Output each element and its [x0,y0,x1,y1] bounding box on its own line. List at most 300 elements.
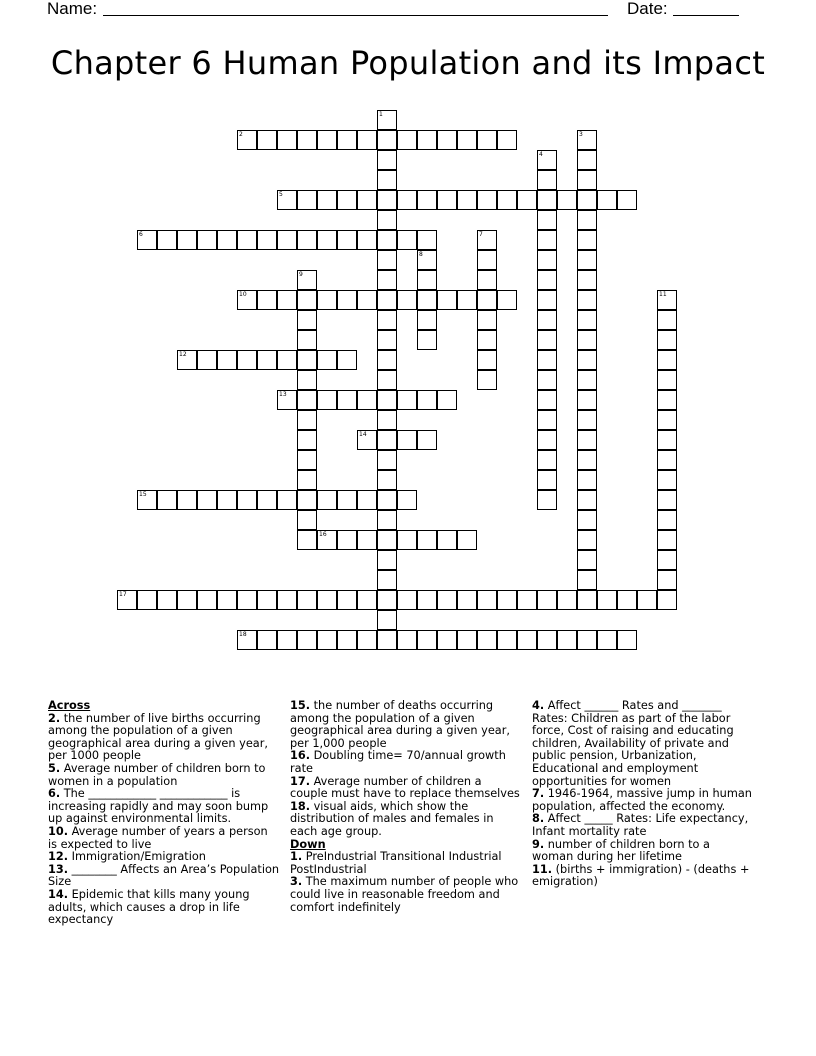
grid-cell[interactable] [457,630,477,650]
grid-cell[interactable] [157,590,177,610]
grid-cell[interactable] [477,370,497,390]
grid-cell[interactable] [297,390,317,410]
grid-cell[interactable] [417,230,437,250]
grid-cell[interactable] [417,130,437,150]
grid-cell[interactable] [557,590,577,610]
grid-cell[interactable] [577,330,597,350]
grid-cell[interactable] [237,350,257,370]
grid-cell[interactable] [577,390,597,410]
grid-cell[interactable] [357,230,377,250]
cell-number: 12 [179,351,187,358]
grid-cell[interactable] [337,490,357,510]
grid-cell[interactable] [577,150,597,170]
grid-cell[interactable] [237,290,257,310]
grid-cell[interactable] [257,130,277,150]
grid-cell[interactable] [577,630,597,650]
cell-number: 2 [239,131,243,138]
grid-cell[interactable] [577,350,597,370]
grid-cell[interactable] [237,590,257,610]
grid-cell[interactable] [317,490,337,510]
grid-cell[interactable] [477,330,497,350]
grid-cell[interactable] [537,330,557,350]
grid-cell[interactable] [337,130,357,150]
grid-cell[interactable] [377,130,397,150]
grid-cell[interactable] [537,390,557,410]
grid-cell[interactable] [377,470,397,490]
grid-cell[interactable] [597,590,617,610]
grid-cell[interactable] [577,430,597,450]
grid-cell[interactable] [197,490,217,510]
grid-cell[interactable] [357,190,377,210]
grid-cell[interactable] [377,410,397,430]
clue-number: 13. [48,862,69,876]
grid-cell[interactable] [657,450,677,470]
grid-cell[interactable] [177,490,197,510]
grid-cell[interactable] [277,590,297,610]
grid-cell[interactable] [297,450,317,470]
grid-cell[interactable] [177,230,197,250]
grid-cell[interactable] [297,510,317,530]
grid-cell[interactable] [617,630,637,650]
grid-cell[interactable] [177,590,197,610]
grid-cell[interactable] [137,590,157,610]
grid-cell[interactable] [257,590,277,610]
grid-cell[interactable] [397,130,417,150]
grid-cell[interactable] [237,490,257,510]
grid-cell[interactable] [497,190,517,210]
grid-cell[interactable] [577,530,597,550]
grid-cell[interactable] [377,370,397,390]
grid-cell[interactable] [297,430,317,450]
grid-cell[interactable] [437,190,457,210]
grid-cell[interactable] [457,290,477,310]
grid-cell[interactable] [577,170,597,190]
grid-cell[interactable] [197,590,217,610]
grid-cell[interactable] [657,350,677,370]
clue-item [290,750,522,775]
grid-cell[interactable] [577,570,597,590]
grid-cell[interactable] [397,530,417,550]
grid-cell[interactable] [477,310,497,330]
grid-cell[interactable] [257,490,277,510]
grid-cell[interactable] [297,490,317,510]
grid-cell[interactable] [477,270,497,290]
grid-cell[interactable] [357,130,377,150]
grid-cell[interactable] [537,450,557,470]
grid-cell[interactable] [537,250,557,270]
grid-cell[interactable] [537,590,557,610]
grid-cell[interactable] [237,630,257,650]
clue-number: 10. [48,824,69,838]
grid-cell[interactable] [397,230,417,250]
grid-cell[interactable] [297,410,317,430]
grid-cell[interactable] [377,230,397,250]
grid-cell[interactable] [437,130,457,150]
grid-cell[interactable] [577,510,597,530]
grid-cell[interactable] [577,250,597,270]
grid-cell[interactable] [257,230,277,250]
cell-number: 11 [659,291,667,298]
grid-cell[interactable] [277,390,297,410]
grid-cell[interactable] [217,230,237,250]
grid-cell[interactable] [397,290,417,310]
grid-cell[interactable] [537,310,557,330]
grid-cell[interactable] [377,150,397,170]
grid-cell[interactable] [457,530,477,550]
grid-cell[interactable] [477,630,497,650]
grid-cell[interactable] [437,590,457,610]
grid-cell[interactable] [657,570,677,590]
clue-item [290,801,522,839]
grid-cell[interactable] [277,490,297,510]
grid-cell[interactable] [377,610,397,630]
grid-cell[interactable] [397,490,417,510]
grid-cell[interactable] [337,230,357,250]
grid-cell[interactable] [377,110,397,130]
grid-cell[interactable] [657,510,677,530]
grid-cell[interactable] [297,190,317,210]
grid-cell[interactable] [137,230,157,250]
grid-cell[interactable] [537,630,557,650]
grid-cell[interactable] [357,430,377,450]
grid-cell[interactable] [357,490,377,510]
grid-cell[interactable] [297,590,317,610]
grid-cell[interactable] [337,350,357,370]
grid-cell[interactable] [317,590,337,610]
grid-cell[interactable] [377,570,397,590]
grid-cell[interactable] [397,190,417,210]
grid-cell[interactable] [397,390,417,410]
grid-cell[interactable] [317,130,337,150]
cell-number: 16 [319,531,327,538]
grid-cell[interactable] [217,490,237,510]
cell-number: 18 [239,631,247,638]
grid-cell[interactable] [377,330,397,350]
across-heading: Across [48,699,91,712]
grid-cell[interactable] [497,590,517,610]
grid-cell[interactable] [577,590,597,610]
grid-cell[interactable] [337,630,357,650]
clue-text: Average number of years a person is expected to live [48,824,268,851]
grid-cell[interactable] [277,630,297,650]
grid-cell[interactable] [437,630,457,650]
grid-cell[interactable] [377,190,397,210]
grid-cell[interactable] [157,490,177,510]
grid-cell[interactable] [437,530,457,550]
grid-cell[interactable] [397,430,417,450]
grid-cell[interactable] [657,410,677,430]
grid-cell[interactable] [537,370,557,390]
grid-cell[interactable] [197,350,217,370]
grid-cell[interactable] [457,590,477,610]
clue-number: 6. [48,787,61,801]
clue-item [48,826,280,851]
grid-cell[interactable] [357,590,377,610]
grid-cell[interactable] [577,490,597,510]
grid-cell[interactable] [597,190,617,210]
cell-number: 7 [479,231,483,238]
clue-number: 3. [290,875,303,889]
grid-cell[interactable] [377,250,397,270]
grid-cell[interactable] [397,630,417,650]
clue-item [532,839,754,864]
grid-cell[interactable] [257,350,277,370]
grid-cell[interactable] [377,530,397,550]
cell-number: 9 [299,271,303,278]
grid-cell[interactable] [497,130,517,150]
grid-cell[interactable] [477,250,497,270]
grid-cell[interactable] [317,630,337,650]
grid-cell[interactable] [577,470,597,490]
grid-cell[interactable] [417,630,437,650]
grid-cell[interactable] [317,190,337,210]
grid-cell[interactable] [397,590,417,610]
clue-number: 8. [532,812,545,826]
grid-cell[interactable] [577,230,597,250]
grid-cell[interactable] [537,210,557,230]
grid-cell[interactable] [557,190,577,210]
grid-cell[interactable] [217,350,237,370]
clue-text: the number of deaths occurring among the population of a given geographical area during a given year, per 1,000 people [290,699,510,750]
grid-cell[interactable] [337,530,357,550]
grid-cell[interactable] [377,450,397,470]
cell-number: 8 [419,251,423,258]
grid-cell[interactable] [317,230,337,250]
grid-cell[interactable] [657,290,677,310]
grid-cell[interactable] [577,410,597,430]
grid-cell[interactable] [417,590,437,610]
grid-cell[interactable] [337,590,357,610]
grid-cell[interactable] [377,510,397,530]
grid-cell[interactable] [577,190,597,210]
grid-cell[interactable] [337,290,357,310]
grid-cell[interactable] [197,230,217,250]
grid-cell[interactable] [377,290,397,310]
clue-item [48,864,280,889]
clue-text: number of children born to a woman during her lifetime [532,837,710,864]
date-label: Date: [627,0,668,18]
grid-cell[interactable] [657,490,677,510]
grid-cell[interactable] [477,590,497,610]
grid-cell[interactable] [377,170,397,190]
grid-cell[interactable] [617,190,637,210]
grid-cell[interactable] [257,290,277,310]
grid-cell[interactable] [297,470,317,490]
grid-cell[interactable] [157,230,177,250]
clue-number: 5. [48,761,61,775]
grid-cell[interactable] [357,530,377,550]
clue-text: ________ Affects an Area’s Population Size [48,862,280,889]
grid-cell[interactable] [577,290,597,310]
grid-cell[interactable] [277,290,297,310]
clue-column-3 [532,700,754,889]
grid-cell[interactable] [457,190,477,210]
grid-cell[interactable] [577,450,597,470]
grid-cell[interactable] [417,390,437,410]
grid-cell[interactable] [357,630,377,650]
grid-cell[interactable] [277,130,297,150]
cell-number: 4 [539,151,543,158]
clue-number: 7. [532,787,545,801]
grid-cell[interactable] [417,190,437,210]
clue-number: 17. [290,774,311,788]
clue-number: 1. [290,850,303,864]
grid-cell[interactable] [417,330,437,350]
grid-cell[interactable] [377,390,397,410]
cell-number: 15 [139,491,147,498]
grid-cell[interactable] [377,590,397,610]
grid-cell[interactable] [237,230,257,250]
clue-item [532,864,754,889]
clue-text: 1946-1964, massive jump in human population, affected the economy. [532,787,752,813]
grid-cell[interactable] [337,190,357,210]
grid-cell[interactable] [277,350,297,370]
clue-text: Affect ______ Rates and _______ Rates: Children as part of the labor force, Cost of raising and educating children, Availability of private and public pension, Urbanization, Educational and employment opportunities for women [532,699,734,788]
grid-cell[interactable] [317,530,337,550]
grid-cell[interactable] [537,490,557,510]
grid-cell[interactable] [377,310,397,330]
grid-cell[interactable] [637,590,657,610]
grid-cell[interactable] [477,350,497,370]
grid-cell[interactable] [417,310,437,330]
grid-cell[interactable] [477,230,497,250]
grid-cell[interactable] [577,270,597,290]
grid-cell[interactable] [437,290,457,310]
grid-cell[interactable] [137,490,157,510]
grid-cell[interactable] [357,390,377,410]
grid-cell[interactable] [537,430,557,450]
grid-cell[interactable] [377,630,397,650]
grid-cell[interactable] [117,590,137,610]
grid-cell[interactable] [597,630,617,650]
grid-cell[interactable] [417,290,437,310]
grid-cell[interactable] [357,290,377,310]
grid-cell[interactable] [497,290,517,310]
clue-item [532,700,754,788]
grid-cell[interactable] [657,430,677,450]
grid-cell[interactable] [177,350,197,370]
grid-cell[interactable] [657,330,677,350]
grid-cell[interactable] [577,130,597,150]
grid-cell[interactable] [417,270,437,290]
grid-cell[interactable] [577,550,597,570]
grid-cell[interactable] [497,630,517,650]
clue-item [532,788,754,813]
clue-number: 15. [290,699,311,712]
grid-cell[interactable] [657,370,677,390]
name-label: Name: [47,0,98,18]
grid-cell[interactable] [297,290,317,310]
grid-cell[interactable] [537,270,557,290]
grid-cell[interactable] [477,190,497,210]
cell-number: 17 [119,591,127,598]
grid-cell[interactable] [417,250,437,270]
clue-text: The ____________ ____________ is increasing rapidly and may soon bump up against environmental limits. [48,787,269,826]
grid-cell[interactable] [237,130,257,150]
grid-cell[interactable] [657,470,677,490]
grid-cell[interactable] [457,130,477,150]
grid-cell[interactable] [297,310,317,330]
grid-cell[interactable] [657,550,677,570]
clue-item [290,851,522,876]
grid-cell[interactable] [577,210,597,230]
grid-cell[interactable] [517,190,537,210]
grid-cell[interactable] [377,210,397,230]
grid-cell[interactable] [517,630,537,650]
page-title: Chapter 6 Human Population and its Impact [50,44,766,82]
grid-cell[interactable] [297,630,317,650]
grid-cell[interactable] [297,530,317,550]
grid-cell[interactable] [517,590,537,610]
clue-item [48,763,280,788]
grid-cell[interactable] [477,130,497,150]
grid-cell[interactable] [297,230,317,250]
grid-cell[interactable] [417,430,437,450]
grid-cell[interactable] [297,130,317,150]
clue-number: 2. [48,711,61,725]
grid-cell[interactable] [537,190,557,210]
grid-cell[interactable] [577,370,597,390]
grid-cell[interactable] [557,630,577,650]
clue-item [290,700,522,750]
grid-cell[interactable] [537,350,557,370]
grid-cell[interactable] [277,230,297,250]
grid-cell[interactable] [297,350,317,370]
grid-cell[interactable] [217,590,237,610]
grid-cell[interactable] [657,310,677,330]
clue-item [48,889,280,927]
cell-number: 13 [279,391,287,398]
grid-cell[interactable] [537,150,557,170]
grid-cell[interactable] [537,410,557,430]
grid-cell[interactable] [617,590,637,610]
grid-cell[interactable] [377,550,397,570]
grid-cell[interactable] [537,170,557,190]
grid-cell[interactable] [577,310,597,330]
grid-cell[interactable] [377,270,397,290]
clue-text: Immigration/Emigration [71,850,206,864]
grid-cell[interactable] [377,490,397,510]
clue-item [532,813,754,838]
grid-cell[interactable] [437,390,457,410]
grid-cell[interactable] [537,470,557,490]
grid-cell[interactable] [257,630,277,650]
grid-cell[interactable] [477,290,497,310]
grid-cell[interactable] [657,530,677,550]
grid-cell[interactable] [317,350,337,370]
grid-cell[interactable] [537,230,557,250]
clue-text: Epidemic that kills many young adults, which causes a drop in life expectancy [48,887,250,927]
grid-cell[interactable] [537,290,557,310]
grid-cell[interactable] [377,430,397,450]
grid-cell[interactable] [377,350,397,370]
grid-cell[interactable] [297,330,317,350]
grid-cell[interactable] [297,370,317,390]
grid-cell[interactable] [657,390,677,410]
cell-number: 14 [359,431,367,438]
grid-cell[interactable] [317,290,337,310]
grid-cell[interactable] [297,270,317,290]
grid-cell[interactable] [657,590,677,610]
grid-cell[interactable] [277,190,297,210]
clue-number: 9. [532,837,545,851]
grid-cell[interactable] [317,390,337,410]
grid-cell[interactable] [337,390,357,410]
clue-number: 16. [290,749,311,763]
clue-item [48,713,280,763]
down-heading: Down [290,837,326,851]
grid-cell[interactable] [417,530,437,550]
